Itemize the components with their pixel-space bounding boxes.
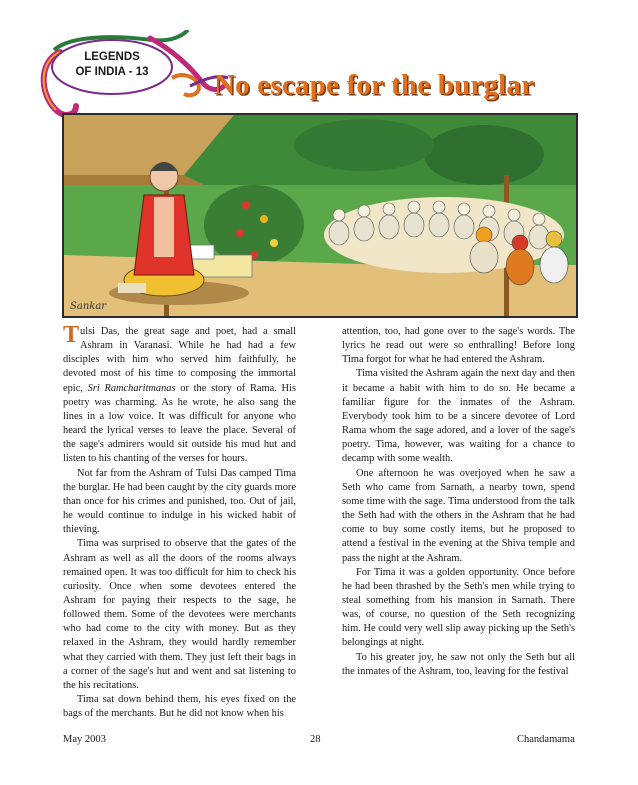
left-paragraph-3: Tima was surprised to observe that the gates of the Ashram as well as all the doors of the rooms always remained open. It was too difficult for him to check his curiosity. Once when some devotees entered the Ashram for paying their respects to the sage, he followed them. Some of the devotees were merchants who had come to the city with money. But as they relaxed in the Ashram, they would hardly remember what they carried with them. They just left their bags in a corner of the sage's hut and went and sat listening to the his recitations. [63,538,296,691]
epic-title: Sri Ramcharitmanas [87,382,176,394]
right-paragraph-4: For Tima it was a golden opportunity. Once before he had been thrashed by the Seth's men while trying to steal something from his mansion in Sarnath. There was, of course, no question of the Seth recognizing him. He could very well slip away picking up the Seth's belongings at night. [342,566,575,649]
drop-cap: T [63,322,80,348]
right-paragraph-5: To his greater joy, he saw not only the Seth but all the inmates of the Ashram, too, leaving for the festival [342,651,575,677]
issue-date: May 2003 [63,734,106,745]
right-column [342,325,575,679]
page-number: 28 [310,734,321,745]
magazine-name: Chandamama [517,734,575,745]
left-paragraph-4: Tima sat down behind them, his eyes fixed on the bags of the merchants. But he did not know when his [63,694,296,720]
left-paragraph-1-tail: or the story of Rama. His poetry was charming. As he wrote, he also sang the lines in a low voice. It was difficult for anyone who heard the lyrical verses to leave the place. Several of the sage's admirers would sit outside his mud hut and listen to his chanting of the verses for hours. [63,382,296,465]
series-line-2: OF INDIA - 13 [75,66,149,78]
left-paragraph-2: Not far from the Ashram of Tulsi Das camped Tima the burglar. He had been caught by the city guards more than once for his crimes and punished, too. Out of jail, he would continue to indulge in his wicked habit of thieving. [63,467,296,536]
ashram-scene [64,115,576,316]
left-column [63,322,296,721]
story-illustration [62,113,578,318]
right-paragraph-3: One afternoon he was overjoyed when he saw a Seth who came from Sarnath, a nearby town, spend some time with the sage. Tima understood from the talk the Seth had with the others in the Ashram that he had come to buy some costly items, but he proposed to attend a festival in the evening at the Shiva temple and pass the night at the Ashram. [342,467,575,564]
left-paragraph-1-text: ulsi Das, the great sage and poet, had a small Ashram in Varanasi. While he had had a few disciples with him who served him faithfully, he devoted most of his time to composing the immortal epic, [63,326,296,394]
right-paragraph-1: attention, too, had gone over to the sage's words. The lyrics he read out were so enthralling! Before long Tima forgot for what he had entered the Ashram. [342,326,575,366]
left-paragraph-1 [63,322,296,467]
illustrator-signature: Sankar [70,301,107,312]
series-line-1: LEGENDS [84,51,140,63]
series-label [60,44,164,90]
story-title: No escape for the burglar [214,69,535,101]
right-paragraph-2: Tima visited the Ashram again the next day and then it became a habit with him to do so. He became a familiar figure for the inmates of the Ashram. Everybody took him to be a sincere devotee of Lord Rama whom the sage adored, and a lover of the sage's poetry. Tima, however, was waiting for a chance to decamp with some wealth. [342,368,575,465]
